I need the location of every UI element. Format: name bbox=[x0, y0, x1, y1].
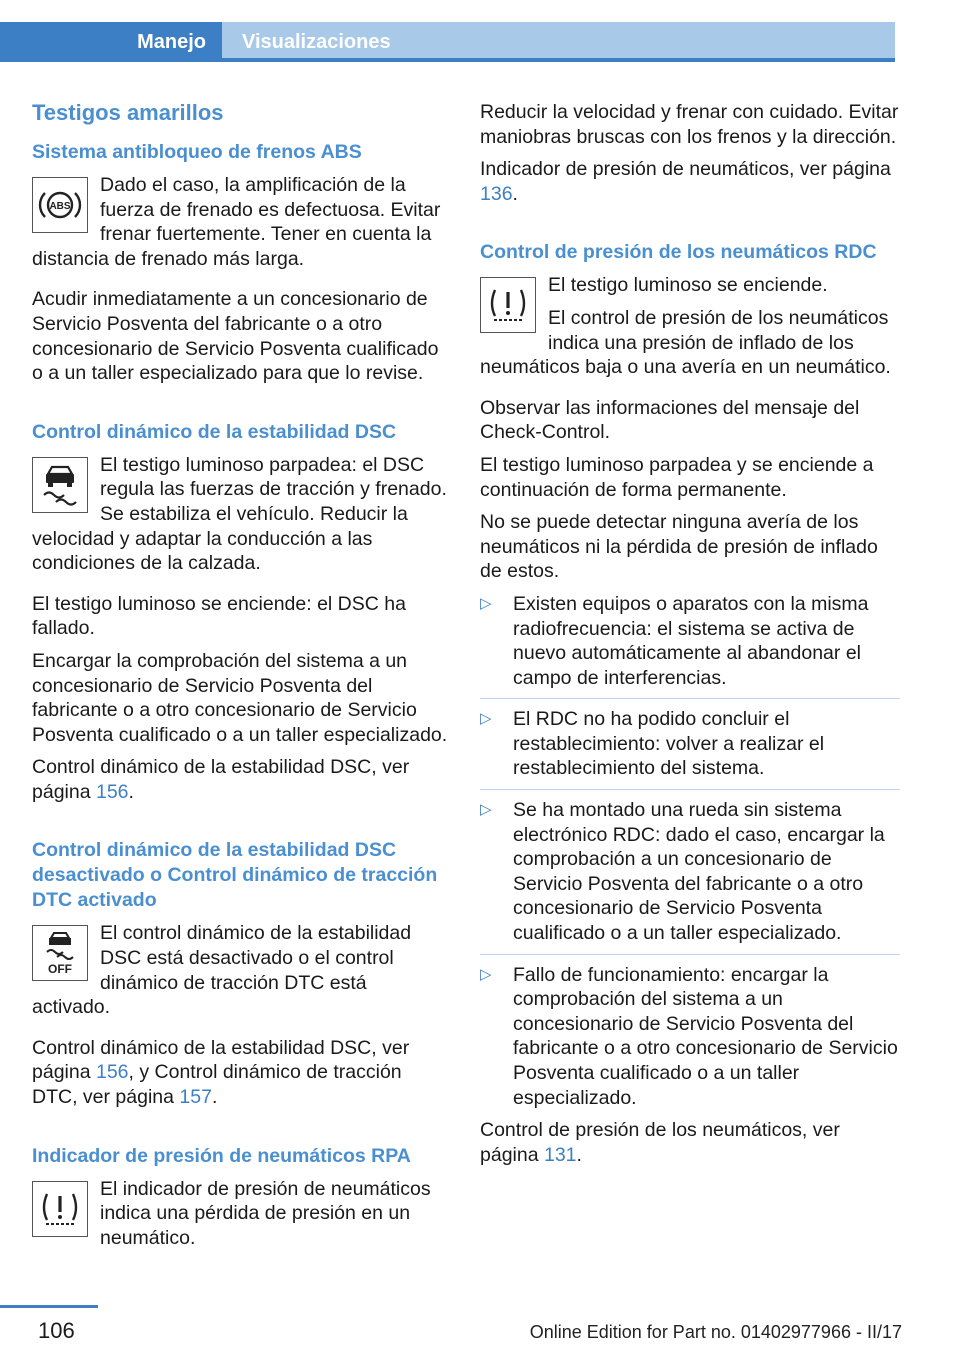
rdc-reference: Control de presión de los neumáticos, ver página 131. bbox=[480, 1119, 840, 1166]
header-divider bbox=[222, 58, 895, 62]
abs-heading: Sistema antibloqueo de frenos ABS bbox=[32, 141, 362, 163]
dsc-page-link[interactable]: 156 bbox=[95, 780, 129, 803]
tire-pressure-rdc-icon bbox=[480, 277, 536, 333]
rpa-block bbox=[32, 1177, 450, 1259]
rdc-block bbox=[480, 273, 900, 387]
dsc-block bbox=[32, 453, 450, 584]
rdc-text-4: El testigo luminoso parpadea y se enciende a continuación de forma permanente. bbox=[480, 453, 874, 501]
dsc-reference: Control dinámico de la estabilidad DSC, ver página 156. bbox=[32, 756, 410, 803]
rpa-heading: Indicador de presión de neumáticos RPA bbox=[32, 1144, 411, 1167]
dsc-off-page-link-1[interactable]: 156 bbox=[95, 1061, 129, 1084]
dsc-off-text-1: El control dinámico de la estabilidad DSC está desactivado o el control dinámico de tracción DTC está activado. bbox=[32, 922, 412, 1019]
left-column bbox=[32, 100, 450, 1266]
dsc-off-heading: Control dinámico de la estabilidad DSC desactivado o Control dinámico de tracción DTC activado bbox=[32, 839, 438, 912]
footer-divider bbox=[0, 1305, 98, 1308]
dsc-off-block bbox=[32, 921, 450, 1027]
dsc-text-3: Encargar la comprobación del sistema a un concesionario de Servicio Posventa del fabricante o a otro concesionario de Servicio Posventa cualificado o a un taller especializado. bbox=[32, 649, 448, 746]
dtc-page-link[interactable]: 157 bbox=[179, 1086, 212, 1109]
rdc-heading: Control de presión de los neumáticos RDC bbox=[480, 241, 877, 264]
dsc-text-1: El testigo luminoso parpadea: el DSC regula las fuerzas de tracción y frenado. Se estabiliza el vehículo. Reducir la velocidad y adaptar la conducción a las condiciones de la calzada. bbox=[32, 453, 447, 575]
list-item: ▷ Existen equipos o aparatos con la misma radiofrecuencia: el sistema se activa de nuevo automáticamente al abandonar el campo de interferencias. bbox=[480, 592, 869, 689]
rdc-text-1: El testigo luminoso se enciende. bbox=[548, 274, 828, 297]
rdc-text-5: No se puede detectar ninguna avería de los neumáticos ni la pérdida de presión de inflado de estos. bbox=[480, 511, 878, 583]
list-item: ▷ El RDC no ha podido concluir el restablecimiento: volver a realizar el restablecimiento del sistema. bbox=[480, 698, 900, 781]
rdc-causes-list bbox=[480, 592, 900, 1110]
edition-text: Online Edition for Part no. 01402977966 - II/17 bbox=[529, 1322, 902, 1342]
dsc-heading: Control dinámico de la estabilidad DSC bbox=[32, 420, 397, 443]
rdc-text-3: Observar las informaciones del mensaje del Check-Control. bbox=[480, 396, 860, 444]
header-subsection-tab: Visualizaciones bbox=[222, 22, 895, 62]
triangle-bullet-icon: ▷ bbox=[480, 965, 492, 983]
triangle-bullet-icon: ▷ bbox=[480, 801, 492, 819]
header-section-tab: Manejo bbox=[0, 22, 222, 62]
abs-warning-icon bbox=[32, 177, 88, 233]
list-item: ▷ Fallo de funcionamiento: encargar la comprobación del sistema a un concesionario de Servicio Posventa del fabricante o a otro concesionario de Servicio Posventa cualificado o a un taller especializado. bbox=[480, 954, 900, 1111]
right-column bbox=[480, 100, 900, 1175]
dsc-off-icon bbox=[32, 925, 88, 981]
rpa-text-1: El indicador de presión de neumáticos indica una pérdida de presión en un neumático. bbox=[100, 1177, 431, 1249]
rpa-reference: Indicador de presión de neumáticos, ver página 136. bbox=[480, 158, 891, 205]
rdc-page-link[interactable]: 131 bbox=[543, 1143, 577, 1166]
dsc-text-2: El testigo luminoso se enciende: el DSC ha fallado. bbox=[32, 592, 406, 640]
dsc-car-skid-icon bbox=[32, 457, 88, 513]
tire-pressure-warning-icon bbox=[32, 1181, 88, 1237]
triangle-bullet-icon: ▷ bbox=[480, 594, 492, 612]
dsc-off-reference: Control dinámico de la estabilidad DSC, ver página 156, y Control dinámico de tracción DTC, ver página 157. bbox=[32, 1036, 410, 1109]
rpa-page-link[interactable]: 136 bbox=[480, 182, 513, 205]
abs-block bbox=[32, 173, 450, 279]
header-bar bbox=[0, 22, 895, 62]
abs-text-2: Acudir inmediatamente a un concesionario de Servicio Posventa del fabricante o a otro concesionario de Servicio Posventa cualificado o a un taller especializado para que lo revise. bbox=[32, 288, 439, 385]
svg-text:OFF: OFF bbox=[48, 962, 72, 977]
rpa-text-2: Reducir la velocidad y frenar con cuidado. Evitar maniobras bruscas con los frenos y la dirección. bbox=[480, 101, 899, 148]
abs-text-1: Dado el caso, la amplificación de la fuerza de frenado es defectuosa. Evitar frenar fuertemente. Tener en cuenta la distancia de frenado más larga. bbox=[32, 174, 441, 270]
svg-text:ABS: ABS bbox=[49, 201, 71, 212]
rdc-text-2: El control de presión de los neumáticos indica una presión de inflado de los neumáticos baja o una avería en un neumático. bbox=[480, 306, 891, 379]
page-title: Testigos amarillos bbox=[32, 100, 224, 125]
page-number: 106 bbox=[38, 1318, 75, 1343]
list-item: ▷ Se ha montado una rueda sin sistema electrónico RDC: dado el caso, encargar la comprobación a un concesionario de Servicio Posventa del fabricante o a otro concesionario de Servicio Posventa cualificado o a un taller especializado. bbox=[480, 789, 900, 946]
triangle-bullet-icon: ▷ bbox=[480, 710, 492, 728]
